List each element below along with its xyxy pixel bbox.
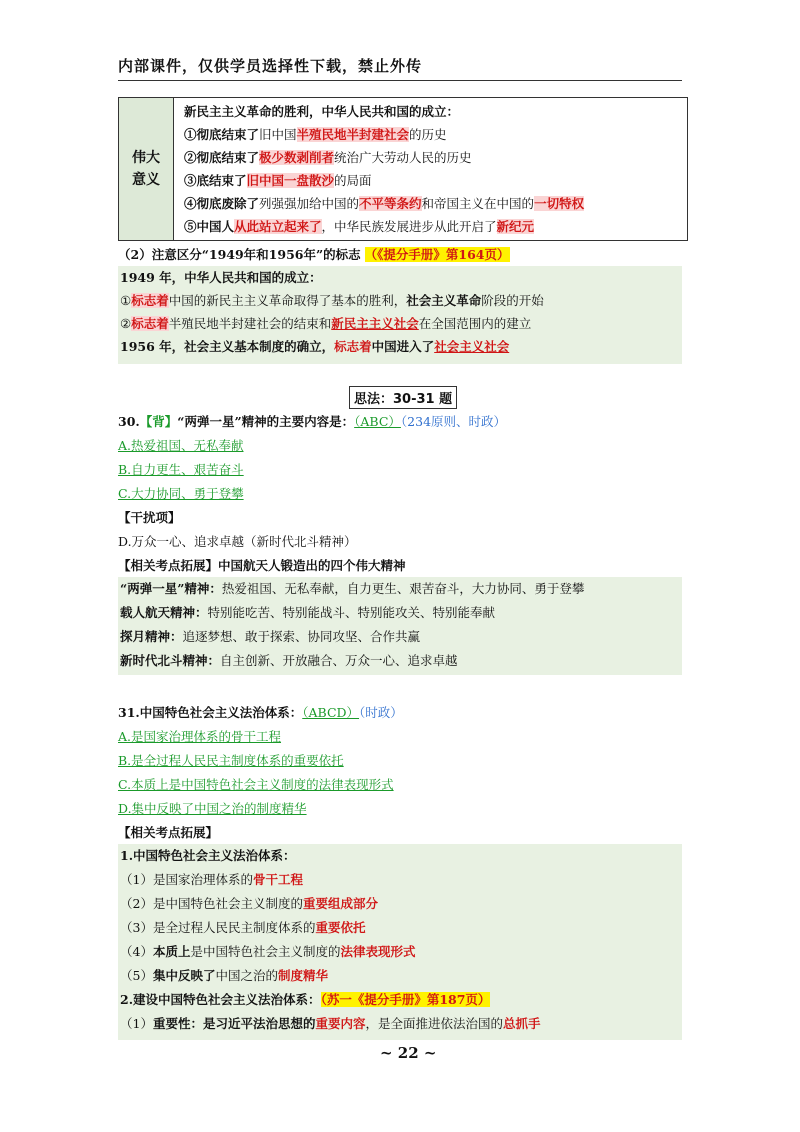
legal-system-box bbox=[118, 844, 682, 1040]
list-item bbox=[118, 289, 682, 312]
highlight-text: 重要组成部分 bbox=[302, 896, 378, 911]
table-content bbox=[174, 98, 688, 241]
question-stem bbox=[118, 701, 688, 725]
list-item bbox=[118, 916, 682, 940]
highlight-text: 旧中国一盘散沙 bbox=[246, 173, 335, 188]
highlight-text: 标志着 bbox=[131, 316, 169, 331]
highlight-text: 一切特权 bbox=[534, 196, 585, 211]
answer: （ABCD） bbox=[302, 705, 360, 720]
item-lead: ①彻底结束了 bbox=[184, 127, 260, 142]
question-stem bbox=[118, 410, 688, 434]
highlight-text: 极少数剥削者 bbox=[259, 150, 335, 165]
item-key: 本质上 bbox=[152, 944, 191, 959]
source-note: （234原则、时政） bbox=[400, 414, 507, 429]
item-lead: ② bbox=[120, 316, 132, 331]
item-key: 新时代北斗精神： bbox=[120, 653, 221, 668]
option-a: A.热爱祖国、无私奉献 bbox=[118, 438, 244, 453]
option-d: D.万众一心、追求卓越（新时代北斗精神） bbox=[118, 534, 357, 549]
item-text: 中国的新民主主义革命取得了基本的胜利， bbox=[168, 293, 407, 308]
item-text: 半殖民地半封建社会的结束和 bbox=[168, 316, 332, 331]
section-title: 思法：30-31 题 bbox=[349, 386, 457, 409]
item-text: 统治广大劳动人民的历史 bbox=[334, 150, 472, 165]
item-lead: ③底结束了 bbox=[184, 173, 247, 188]
list-item bbox=[118, 1012, 682, 1036]
highlight-text: 标志着 bbox=[131, 293, 169, 308]
highlight-text: 不平等条约 bbox=[359, 196, 422, 211]
significance-table bbox=[118, 97, 688, 241]
option-c: C.大力协同、勇于登攀 bbox=[118, 486, 244, 501]
item-text: （4） bbox=[120, 944, 153, 959]
list-item bbox=[118, 335, 682, 358]
item-lead: ⑤中国人 bbox=[184, 219, 235, 234]
list-item bbox=[118, 892, 682, 916]
row-header-label: 伟大意义 bbox=[132, 150, 160, 188]
item-text: （2）是中国特色社会主义制度的 bbox=[120, 896, 303, 911]
item-text: 的历史 bbox=[409, 127, 447, 142]
item-text: 在全国范围内的建立 bbox=[418, 316, 532, 331]
highlight-text: 社会主义社会 bbox=[434, 339, 510, 354]
item-text: （1）是国家治理体系的 bbox=[120, 872, 253, 887]
highlight-text: 重要依托 bbox=[315, 920, 366, 935]
list-item bbox=[118, 625, 682, 649]
option-c: C.本质上是中国特色社会主义制度的法律表现形式 bbox=[118, 777, 394, 792]
box-heading: 1949 年，中华人民共和国的成立： bbox=[120, 270, 322, 285]
question-31 bbox=[118, 701, 688, 845]
item-lead: ① bbox=[120, 293, 132, 308]
item-text: 热爱祖国、无私奉献，自力更生、艰苦奋斗，大力协同、勇于登攀 bbox=[221, 581, 585, 596]
option-a: A.是国家治理体系的骨干工程 bbox=[118, 729, 282, 744]
option-b: B.自力更生、艰苦奋斗 bbox=[118, 462, 244, 477]
reference-badge: （苏一《提分手册》第187页） bbox=[320, 992, 491, 1007]
item-text: 中国之治的 bbox=[215, 968, 278, 983]
item-text: （3）是全过程人民民主制度体系的 bbox=[120, 920, 316, 935]
list-item bbox=[184, 146, 679, 169]
item-text: 的局面 bbox=[334, 173, 372, 188]
list-item bbox=[118, 868, 682, 892]
table-row-header bbox=[119, 98, 174, 241]
item-text: 自主创新、开放融合、万众一心、追求卓越 bbox=[220, 653, 458, 668]
note-label: （2）注意区分“1949年和1956年”的标志 bbox=[118, 247, 361, 262]
box-heading: 1.中国特色社会主义法治体系： bbox=[120, 848, 296, 863]
item-text: 是中国特色社会主义制度的 bbox=[190, 944, 341, 959]
highlight-text: 从此站立起来了 bbox=[234, 219, 322, 234]
header-divider bbox=[118, 80, 682, 81]
highlight-text: 重要内容 bbox=[315, 1016, 366, 1031]
reference-badge: （《提分手册》第164页） bbox=[364, 247, 510, 262]
highlight-text: 制度精华 bbox=[277, 968, 328, 983]
item-key: 探月精神： bbox=[120, 629, 183, 644]
bold-text: 社会主义革命 bbox=[406, 293, 482, 308]
item-text: （1） bbox=[120, 1016, 153, 1031]
list-item bbox=[118, 940, 682, 964]
list-item bbox=[184, 123, 679, 146]
note-line bbox=[118, 244, 688, 266]
highlight-text: 标志着 bbox=[334, 339, 372, 354]
page-number: ~ 22 ~ bbox=[380, 1044, 437, 1062]
item-text: 中国进入了 bbox=[371, 339, 435, 354]
list-item bbox=[184, 169, 679, 192]
question-number: 30. bbox=[118, 414, 140, 429]
list-item bbox=[184, 192, 679, 215]
item-text: 旧中国 bbox=[259, 127, 297, 142]
item-key: 重要性： bbox=[152, 1016, 203, 1031]
highlight-text: 半殖民地半封建社会 bbox=[296, 127, 410, 142]
item-key: 载人航天精神： bbox=[120, 605, 208, 620]
question-30 bbox=[118, 410, 688, 578]
list-item bbox=[118, 988, 682, 1012]
item-text: 特别能吃苦、特别能战斗、特别能攻关、特别能奉献 bbox=[207, 605, 496, 620]
item-text: ，是全面推进依法治国的 bbox=[365, 1016, 504, 1031]
item-text: 阶段的开始 bbox=[481, 293, 544, 308]
list-item bbox=[118, 964, 682, 988]
spirit-box bbox=[118, 577, 682, 675]
item-lead: ②彻底结束了 bbox=[184, 150, 260, 165]
item-text: 是习近平法治思想的 bbox=[202, 1016, 316, 1031]
highlight-text: 新纪元 bbox=[496, 219, 535, 234]
list-item bbox=[118, 649, 682, 673]
option-d: D.集中反映了中国之治的制度精华 bbox=[118, 801, 307, 816]
distractor-heading: 【干扰项】 bbox=[118, 510, 181, 525]
source-note: （时政） bbox=[359, 705, 403, 720]
highlight-text: 新民主主义社会 bbox=[331, 316, 419, 331]
list-item bbox=[118, 312, 682, 335]
highlight-text: 总抓手 bbox=[503, 1016, 541, 1031]
item-text: 追逐梦想、敢于探索、协同攻坚、合作共赢 bbox=[182, 629, 421, 644]
answer: （ABC） bbox=[354, 414, 401, 429]
item-text: 和帝国主义在中国的 bbox=[421, 196, 535, 211]
option-b: B.是全过程人民民主制度体系的重要依托 bbox=[118, 753, 344, 768]
item-text: 列强强加给中国的 bbox=[259, 196, 360, 211]
comparison-box bbox=[118, 266, 682, 364]
box-heading: 2.建设中国特色社会主义法治体系： bbox=[120, 992, 321, 1007]
list-item bbox=[118, 577, 682, 601]
memorize-tag: 【背】 bbox=[139, 414, 178, 429]
item-text: 1956 年，社会主义基本制度的确立， bbox=[120, 339, 335, 354]
item-key: 集中反映了 bbox=[152, 968, 216, 983]
item-lead: ④彻底废除了 bbox=[184, 196, 260, 211]
extension-heading: 【相关考点拓展】中国航天人锻造出的四个伟大精神 bbox=[118, 558, 406, 573]
question-text: 31.中国特色社会主义法治体系： bbox=[118, 705, 303, 720]
table-title: 新民主主义革命的胜利，中华人民共和国的成立： bbox=[184, 104, 460, 119]
item-key: “两弹一星”精神： bbox=[120, 581, 222, 596]
extension-heading: 【相关考点拓展】 bbox=[118, 825, 219, 840]
item-text: ，中华民族发展进步从此开启了 bbox=[321, 219, 497, 234]
question-text: “两弹一星”精神的主要内容是： bbox=[177, 414, 355, 429]
list-item bbox=[118, 601, 682, 625]
list-item bbox=[184, 215, 679, 238]
item-text: （5） bbox=[120, 968, 153, 983]
highlight-text: 法律表现形式 bbox=[340, 944, 416, 959]
highlight-text: 骨干工程 bbox=[252, 872, 303, 887]
page-header: 内部课件，仅供学员选择性下载，禁止外传 bbox=[118, 57, 423, 75]
